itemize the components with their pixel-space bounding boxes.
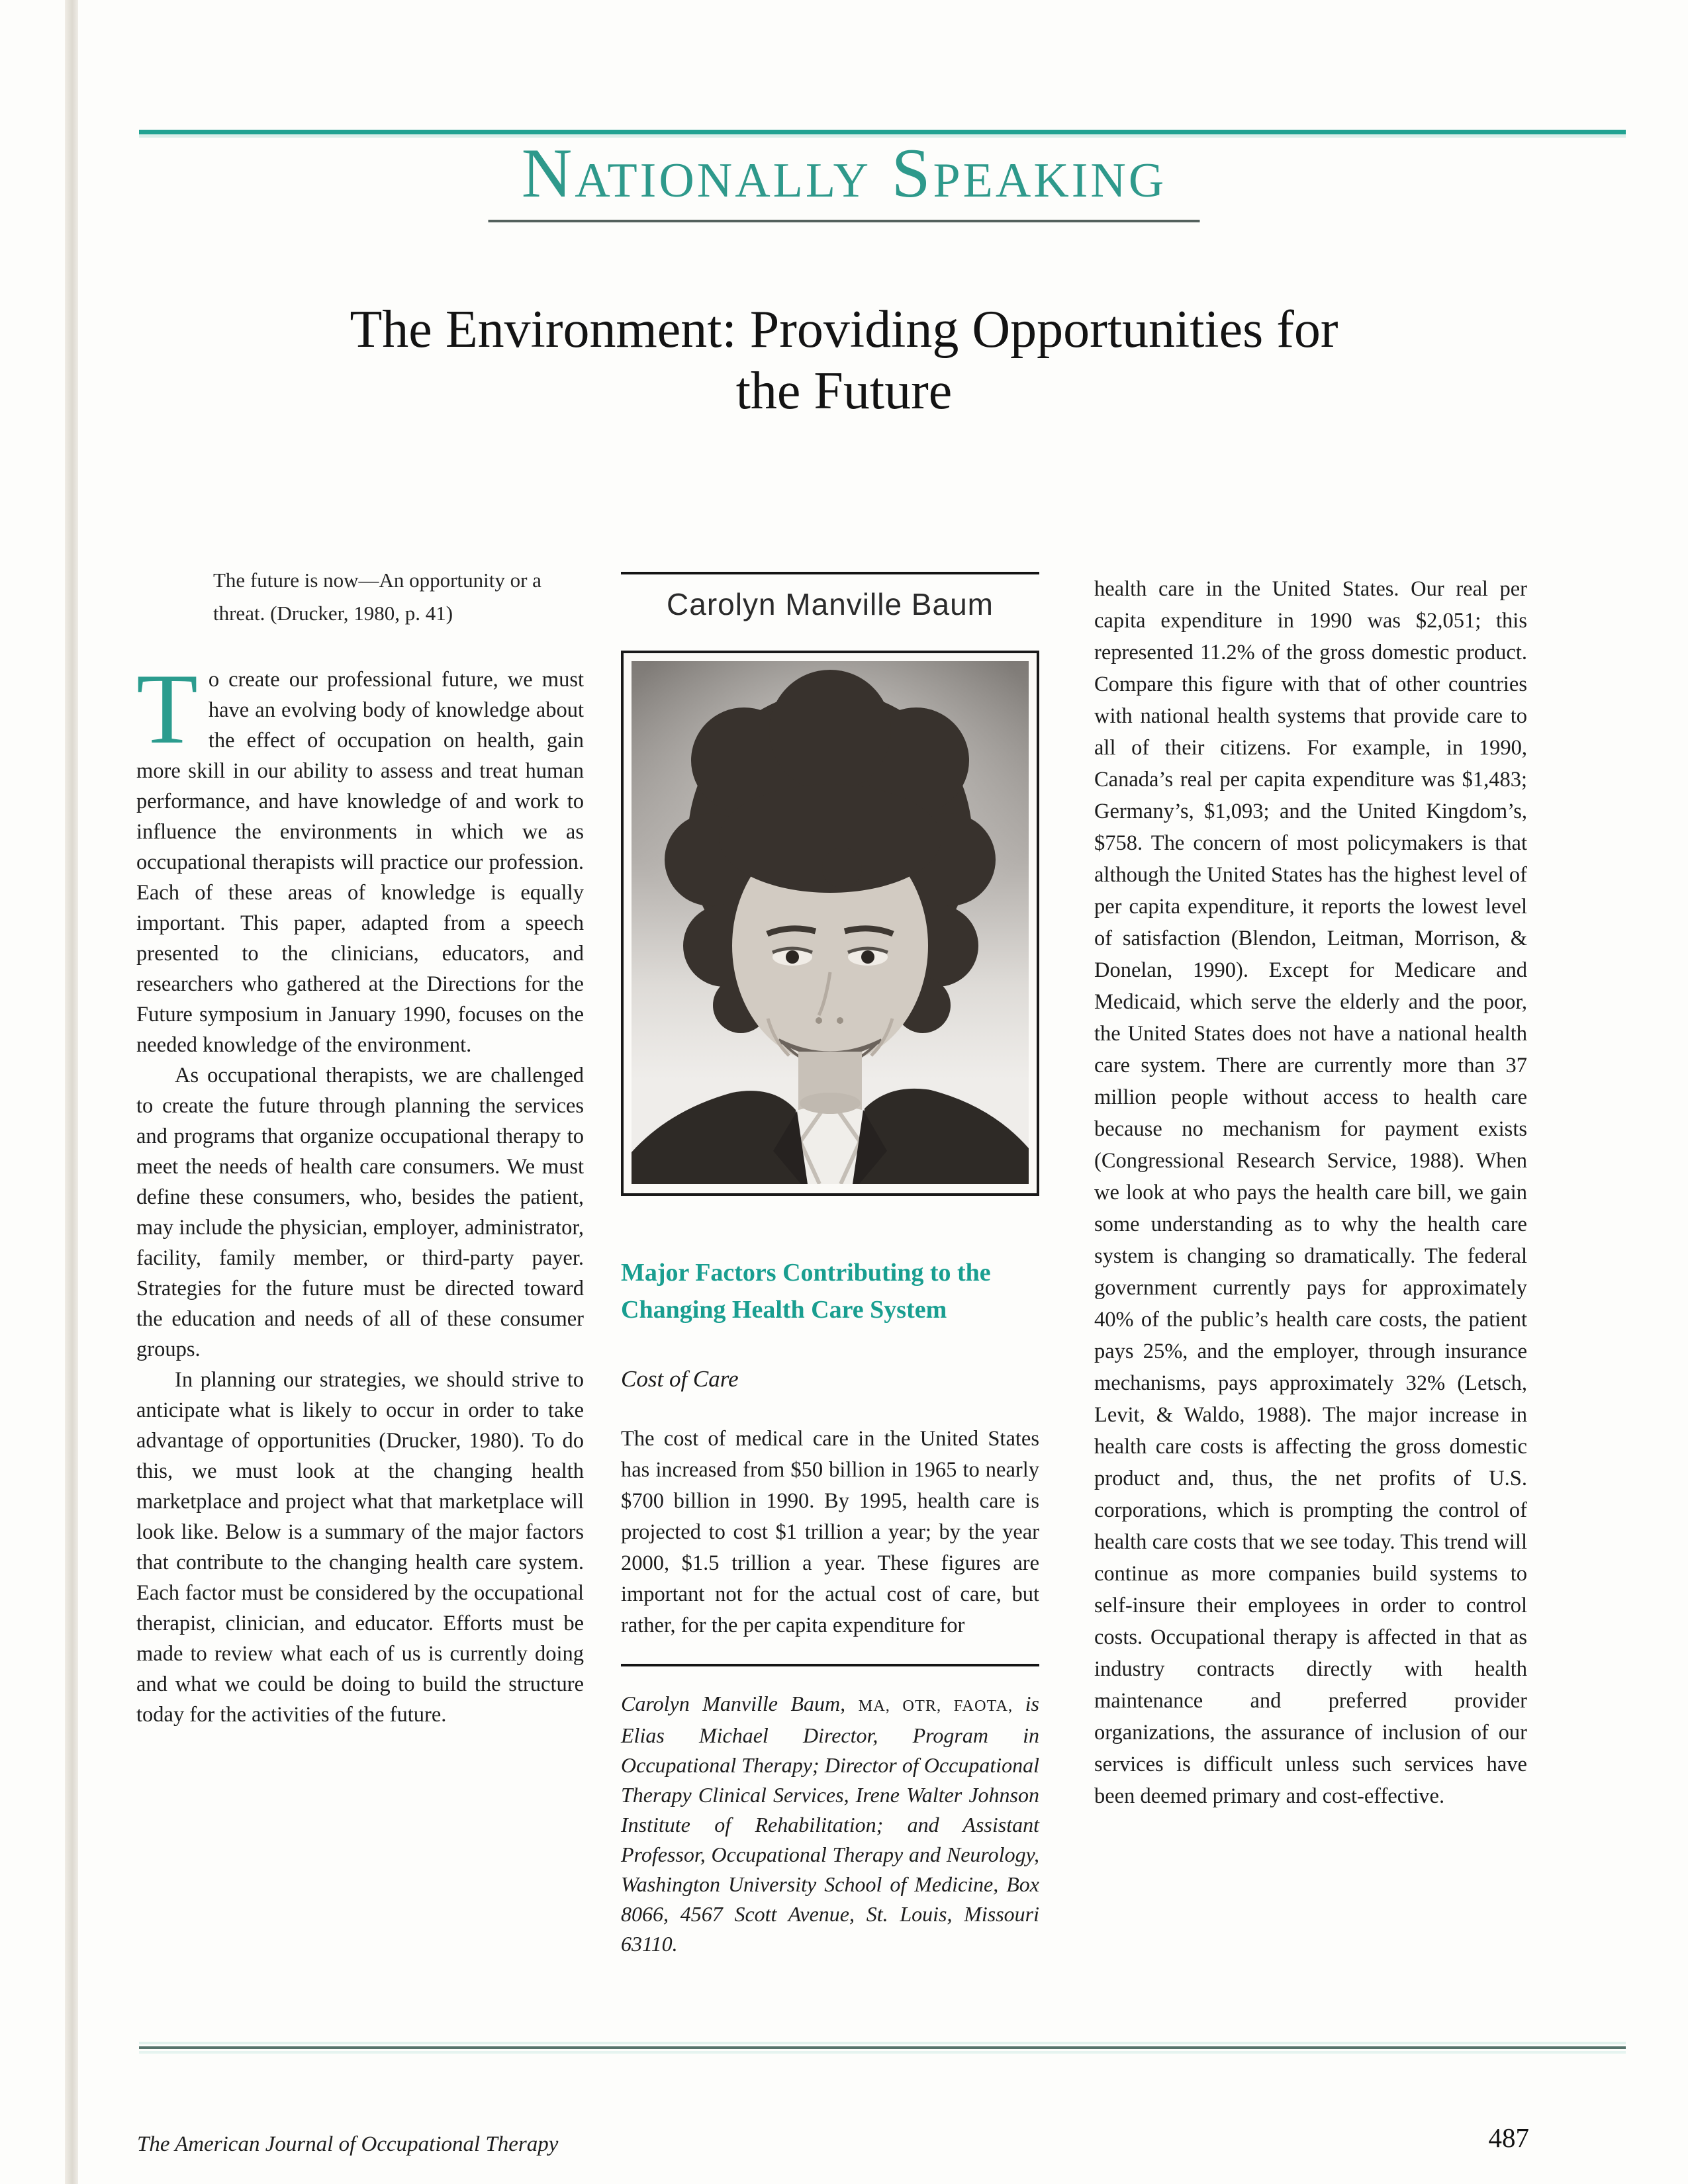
section-title: Nationally Speaking <box>521 134 1167 212</box>
portrait-illustration <box>632 661 1029 1184</box>
footer-rule <box>139 2046 1626 2049</box>
drop-cap: T <box>136 653 198 764</box>
cost-of-care-paragraph: The cost of medical care in the United States has increased from $50 billion in 1965 to nearly $700 billion in 1990. By 1995, health care is projected to cost $1 trillion a year; by the year 2000, $1.5 trillion a year. These figures are important not for the actual cost of care, but rather, for the per capita expenditure for <box>621 1427 1039 1638</box>
article-title-line1: The Environment: Providing Opportunities for <box>350 300 1338 359</box>
bio-text: is Elias Michael Director, Program in Occupational Therapy; Director of Occupational Therapy Clinical Services, Irene Walter Johnson Institute of Rehabilitation; and Assistant Professor, Occupational Therapy and Neurology, Washington University School of Medicine, Box 8066, 4567 Scott Avenue, St. Louis, Missouri 63110. <box>621 1692 1039 1956</box>
bio-credentials: MA, OTR, FAOTA, <box>858 1697 1025 1715</box>
masthead-underline <box>489 220 1200 222</box>
left-column <box>136 653 584 1730</box>
author-rule <box>621 572 1039 574</box>
author-name: Carolyn Manville Baum <box>667 587 994 621</box>
article-title-line2: the Future <box>735 361 953 420</box>
opening-paragraph-text: o create our professional future, we must have an evolving body of knowledge about the effect of occupation on health, gain more skill in our ability to assess and treat human performance, and have knowledge of and work to influence the environments in which we as occupational therapists will practice our profession. Each of these areas of knowledge is equally important. This paper, adapted from a speech presented to the clinicians, educators, and researchers who gathered at the Directions for the Future symposium in January 1990, focuses on the needed knowledge of the environment. <box>136 668 584 1057</box>
author-photo <box>621 651 1039 1196</box>
paragraph: As occupational therapists, we are challenged to create the future through planning the services and programs that organize occupational therapy to meet the needs of health care consumers. We must define these consumers, who, besides the patient, may include the physician, employer, administrator, facility, family member, or third-party payer. Strategies for the future must be directed toward the education and needs of all of these consumer groups. <box>136 1064 584 1361</box>
page-number: 487 <box>1488 2122 1529 2153</box>
opening-paragraph <box>136 653 584 1060</box>
page-edge-shadow <box>65 0 78 2184</box>
subsection-heading: Cost of Care <box>621 1366 739 1392</box>
section-heading: Major Factors Contributing to the Changing Health Care System <box>621 1259 991 1324</box>
article-title <box>182 299 1506 422</box>
epigraph: The future is now—An opportunity or a threat. (Drucker, 1980, p. 41) <box>213 569 541 625</box>
masthead-top-rule <box>139 130 1626 134</box>
middle-column <box>621 572 1039 1959</box>
bio-author-name: Carolyn Manville Baum, <box>621 1692 859 1716</box>
bio-divider-rule <box>621 1664 1039 1666</box>
author-bio <box>621 1689 1039 1959</box>
journal-title: The American Journal of Occupational Therapy <box>137 2132 559 2156</box>
right-column: health care in the United States. Our real per capita expenditure in 1990 was $2,051; this represented 11.2% of the gross domestic product. Compare this figure with that of other countries with national health systems that provide care to all of their citizens. For example, in 1990, Canada’s real per capita expenditure was $1,483; Germany’s, $1,093; and the United Kingdom’s, $758. The concern of most policymakers is that although the United States has the highest level of per capita expenditure, it reports the lowest level of satisfaction (Blendon, Leitman, Morrison, & Donelan, 1990). Except for Medicare and Medicaid, which serve the elderly and the poor, the United States does not have a national health care system. There are currently more than 37 million people without access to health care because no mechanism for payment exists (Congressional Research Service, 1988). When we look at who pays the health care bill, we gain some understanding as to why the health care system is changing so dramatically. The federal government currently pays for approximately 40% of the public’s health care costs, the patient pays 25%, and the employer, through insurance mechanisms, pays approximately 32% (Letsch, Levit, & Waldo, 1988). The major increase in health care costs is affecting the gross domestic product and, thus, the net profits of U.S. corporations, which is prompting the control of health care costs that we see today. This trend will continue as more companies build systems to self-insure their employees in order to control costs. Occupational therapy is affected in that as industry contracts directly with health maintenance and preferred provider organizations, the assurance of inclusion of our services is difficult unless such services have been deemed primary and cost-effective. <box>1094 577 1527 1808</box>
paragraph: In planning our strategies, we should strive to anticipate what is likely to occur in order to take advantage of opportunities (Drucker, 1980). To do this, we must look at the changing health marketplace and project what that marketplace will look like. Below is a summary of the major factors that contribute to the changing health care system. Each factor must be considered by the occupational therapist, clinician, and educator. Efforts must be made to review what each of us is currently doing and what we could be doing to build the structure today for the activities of the future. <box>136 1368 584 1727</box>
